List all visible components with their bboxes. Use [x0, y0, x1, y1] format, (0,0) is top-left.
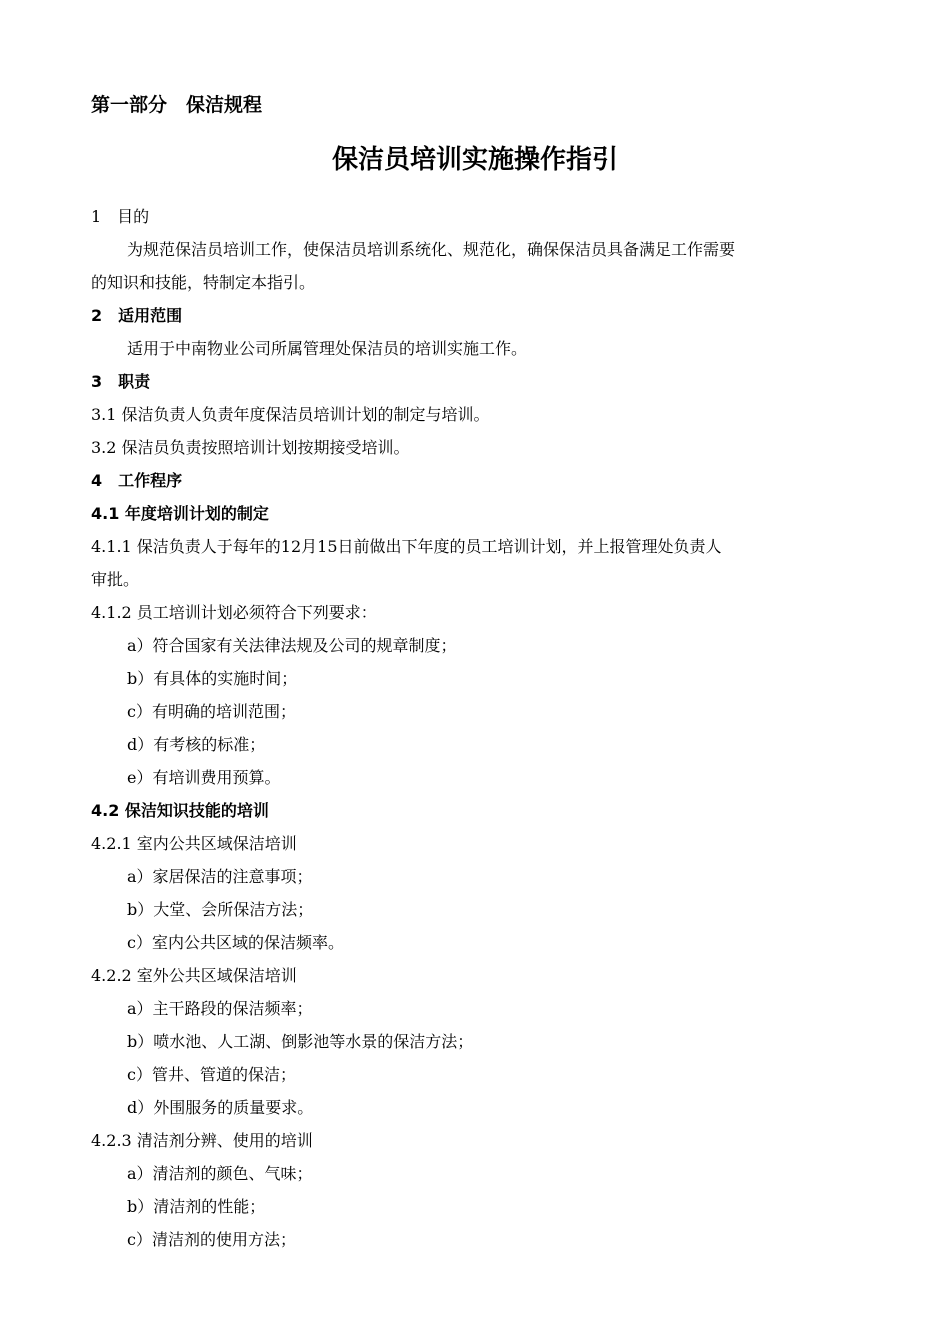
text-line: c）管井、管道的保洁；: [127, 1065, 296, 1084]
text-line: a）清洁剂的颜色、气味；: [127, 1164, 313, 1183]
text-line: b）喷水池、人工湖、倒影池等水景的保洁方法；: [127, 1032, 474, 1051]
document-title: 保洁员培训实施操作指引: [331, 145, 618, 175]
section-heading: 2 适用范围: [91, 306, 183, 325]
text-line: d）有考核的标准；: [127, 735, 266, 754]
text-line: b）有具体的实施时间；: [127, 669, 298, 688]
section-heading: 4 工作程序: [91, 471, 183, 490]
text-line: 3.1 保洁负责人负责年度保洁员培训计划的制定与培训。: [91, 405, 490, 424]
text-line: 审批。: [91, 570, 140, 589]
text-line: 的知识和技能，特制定本指引。: [91, 273, 316, 292]
text-line: 4.2.3 清洁剂分辨、使用的培训: [91, 1131, 313, 1150]
text-line: b）清洁剂的性能；: [127, 1197, 266, 1216]
text-line: 1 目的: [91, 207, 150, 226]
text-line: c）室内公共区域的保洁频率。: [127, 933, 344, 952]
text-line: 4.2.2 室外公共区域保洁培训: [91, 966, 297, 985]
section-heading: 4.2 保洁知识技能的培训: [91, 801, 269, 820]
text-line: 3.2 保洁员负责按照培训计划按期接受培训。: [91, 438, 410, 457]
text-line: d）外围服务的质量要求。: [127, 1098, 314, 1117]
text-line: 为规范保洁员培训工作，使保洁员培训系统化、规范化，确保保洁员具备满足工作需要: [127, 240, 736, 259]
text-line: 4.1.1 保洁负责人于每年的12月15日前做出下年度的员工培训计划，并上报管理处负责人: [91, 537, 722, 556]
document-body: [91, 200, 866, 1256]
section-heading: 3 职责: [91, 372, 151, 391]
text-line: c）有明确的培训范围；: [127, 702, 296, 721]
text-line: c）清洁剂的使用方法；: [127, 1230, 296, 1249]
text-line: a）家居保洁的注意事项；: [127, 867, 313, 886]
section-heading: 4.1 年度培训计划的制定: [91, 504, 269, 523]
text-line: e）有培训费用预算。: [127, 768, 281, 787]
text-line: 4.1.2 员工培训计划必须符合下列要求：: [91, 603, 377, 622]
text-line: a）符合国家有关法律法规及公司的规章制度；: [127, 636, 457, 655]
text-line: 4.2.1 室内公共区域保洁培训: [91, 834, 297, 853]
text-line: b）大堂、会所保洁方法；: [127, 900, 314, 919]
text-line: a）主干路段的保洁频率；: [127, 999, 313, 1018]
part-title: 第一部分 保洁规程: [91, 94, 263, 116]
text-line: 适用于中南物业公司所属管理处保洁员的培训实施工作。: [127, 339, 528, 358]
